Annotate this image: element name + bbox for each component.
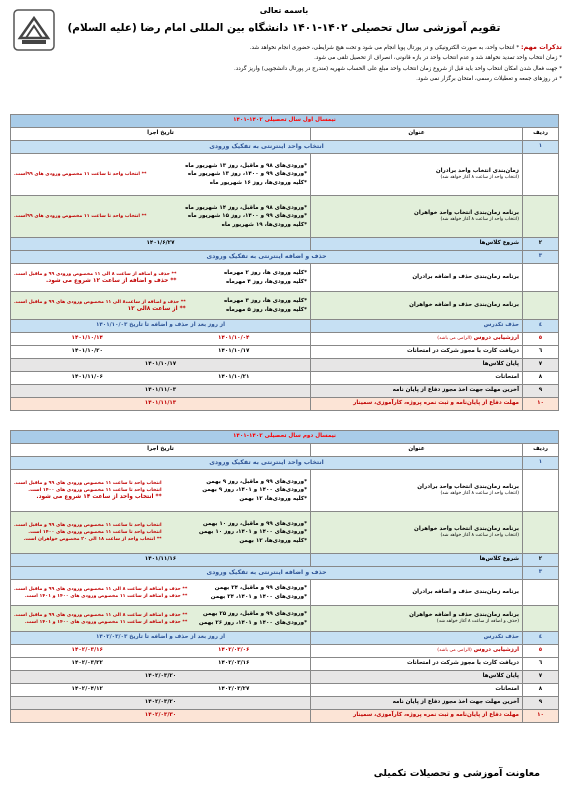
table-cell [523, 512, 559, 554]
table-cell: برنامه زمان‌بندی انتخاب واحد برادران (انتخاب واحد از ساعت ۸ آغاز خواهد شد) [311, 470, 523, 512]
table-row [11, 398, 559, 411]
table-cell: زمان‌بندی انتخاب واحد برادران (انتخاب واحد از ساعت ۸ آغاز خواهد شد) [311, 154, 523, 196]
table-row [11, 196, 559, 238]
section-row [11, 567, 559, 580]
table-cell [523, 292, 559, 320]
table-cell: دریافت کارت با مجوز شرکت در امتحانات [311, 658, 523, 671]
table-row [11, 645, 559, 658]
table-row [11, 658, 559, 671]
table-row [11, 372, 559, 385]
table-cell: برنامه زمان‌بندی انتخاب واحد خواهران (انتخاب واحد از ساعت ۸ آغاز خواهد شد) [311, 196, 523, 238]
table-cell: انتخاب واحد اینترنتی به تفکیک ورودی [11, 141, 523, 154]
table-cell: شروع کلاس‌ها [311, 238, 523, 251]
table-cell: ۱۰ [523, 398, 559, 411]
table-cell: ارزشیابی دروس (الزامی می باشد) [311, 645, 523, 658]
table-cell: حذف تکدرس [311, 320, 523, 333]
table-cell: *کلیه ورودی ها، روز ۲ مهرماه *کلیه ورودی‌ها، روز ۴ مهرماه ** حذف و اضافه از ساعت ۸ الی ۱۱ مخصوص ورودی ۹۹ و ماقبل است. ** حذف و اضافه از ساعت ۱۲ شروع می شود. [11, 264, 311, 292]
table-cell: امتحانات [311, 684, 523, 697]
table-cell: ۱۰ [523, 710, 559, 723]
table-cell: ۱۴۰۲/۰۳/۱۶ ۱۴۰۲/۰۳/۲۲ [11, 658, 311, 671]
table-cell: از روز بعد از حذف و اضافه تا تاریخ ۱۴۰۲/۰۳/۰۳ [11, 632, 311, 645]
table-cell: *ورودی‌های ۹۹ و ماقبل، ۲۴ بهمن *ورودی‌های ۱۴۰۰ و ۱۴۰۱، ۲۴ بهمن ** حذف و اضافه از ساعت ۸ الی ۱۱ مخصوص ورودی های ۹۹ و ماقبل است. ** حذف و اضافه از ساعت ۱۱ مخصوص ورودی های ۱۴۰۰ و ۱۴۰۱ است. [11, 580, 311, 606]
table-cell: ۸ [523, 684, 559, 697]
table-cell: ۱۴۰۱/۱۱/۱۳ [11, 398, 311, 411]
table-cell: ۱۴۰۲/۰۳/۲۷ ۱۴۰۲/۰۴/۱۲ [11, 684, 311, 697]
table-cell: حذف و اضافه اینترنتی به تفکیک ورودی [11, 251, 523, 264]
table-row [11, 632, 559, 645]
table-cell: امتحانات [311, 372, 523, 385]
table-cell: برنامه زمان‌بندی انتخاب واحد خواهران (انتخاب واحد از ساعت ۸ آغاز خواهد شد) [311, 512, 523, 554]
table-cell: عنوان [311, 128, 523, 141]
table-cell: ۱ [523, 141, 559, 154]
table-cell: ۲ [523, 554, 559, 567]
table-cell: ۲ [523, 238, 559, 251]
table-cell [523, 196, 559, 238]
table-cell: تاریخ اجرا [11, 444, 311, 457]
table-cell [523, 606, 559, 632]
table-cell: ۹ [523, 697, 559, 710]
table-cell: ۱۴۰۲/۰۳/۳۰ [11, 710, 311, 723]
table-cell: ۷ [523, 359, 559, 372]
table-cell: ٥ [523, 333, 559, 346]
table-row [11, 238, 559, 251]
semester-title-row [11, 115, 559, 128]
table-cell: پایان کلاس‌ها [311, 671, 523, 684]
important-notes [14, 42, 562, 84]
table-cell [523, 154, 559, 196]
table-cell [523, 264, 559, 292]
table-cell: تاریخ اجرا [11, 128, 311, 141]
table-cell: ٥ [523, 645, 559, 658]
table-cell: ۳ [523, 251, 559, 264]
table-cell: دریافت کارت با مجوز شرکت در امتحانات [311, 346, 523, 359]
table-row [11, 385, 559, 398]
table-cell: انتخاب واحد اینترنتی به تفکیک ورودی [11, 457, 523, 470]
table-row [11, 346, 559, 359]
table-row [11, 684, 559, 697]
table-cell: ۱ [523, 457, 559, 470]
table-cell: برنامه زمان‌بندی حذف و اضافه خواهران (حذف و اضافه از ساعت ۸ آغاز خواهد شد) [311, 606, 523, 632]
table-cell: ۹ [523, 385, 559, 398]
table-row [11, 154, 559, 196]
section-row [11, 251, 559, 264]
notes-label: تذکرات مهم: [520, 43, 562, 51]
table-row [11, 359, 559, 372]
table-cell: برنامه زمان‌بندی حذف و اضافه خواهران [311, 292, 523, 320]
table-cell: ۱۴۰۱/۱۰/۱۷ [11, 359, 311, 372]
table-cell: آخرین مهلت جهت اخذ مجوز دفاع از پایان نامه [311, 385, 523, 398]
table-cell [523, 470, 559, 512]
table-cell: ۱۴۰۱/۱۰/۲۱ ۱۴۰۱/۱۱/۰۶ [11, 372, 311, 385]
table-cell: شروع کلاس‌ها [311, 554, 523, 567]
table-row [11, 512, 559, 554]
semester-1-table [10, 114, 559, 411]
table-cell: ۷ [523, 671, 559, 684]
table-cell: عنوان [311, 444, 523, 457]
table-cell: *ورودی‌های ۹۹ و ماقبل، روز ۱۰ بهمن *ورودی‌های ۱۴۰۰ و ۱۴۰۱، روز ۱۰ بهمن *کلیه ورودی‌ها، ۱۲ بهمن انتخاب واحد تا ساعت ۱۱ مخصوص ورودی های ۹۹ و ماقبل است. انتخاب واحد تا ساعت ۱۱ مخصوص ورودی های ۱۴۰۰ است. ** انتخاب واحد از ساعت ۱۸ الی ۲۰ مخصوص خواهران است. [11, 512, 311, 554]
table-cell: *کلیه ورودی ها، روز ۳ مهرماه *کلیه ورودی‌ها، روز ۵ مهرماه ** حذف و اضافه از ساعت۸ الی ۱۱ مخصوص ورودی های ۹۹ و ماقبل است. ** از ساعت ۸الی ۱۲ [11, 292, 311, 320]
column-header-row [11, 128, 559, 141]
table-cell: *ورودی‌های ۹۹ و ماقبل، روز ۹ بهمن *ورودی‌های ۱۴۰۰ و ۱۴۰۱، روز ۹ بهمن *کلیه ورودی‌ها، ۱۲ بهمن انتخاب واحد تا ساعت ۱۱ مخصوص ورودی های ۹۹ و ماقبل است. انتخاب واحد تا ساعت ۱۱ مخصوص ورودی های ۱۴۰۰ است. ** انتخاب واحد از ساعت ۱۴ شروع می شود. [11, 470, 311, 512]
table-cell: نیمسال دوم سال تحصیلی ۱۴۰۲-۱۴۰۱ [11, 431, 559, 444]
table-cell: ۱۴۰۲/۰۳/۰۶ ۱۴۰۲/۰۳/۱۶ [11, 645, 311, 658]
table-cell: ٤ [523, 320, 559, 333]
table-cell: برنامه زمان‌بندی حذف و اضافه برادران [311, 580, 523, 606]
table-cell: آخرین مهلت جهت اخذ مجوز دفاع از پایان نامه [311, 697, 523, 710]
table-cell: ۱۴۰۱/۶/۲۷ [11, 238, 311, 251]
table-cell: حذف تکدرس [311, 632, 523, 645]
note-line: * زمان انتخاب واحد تمدید نخواهد شد و عدم انتخاب واحد در بازه قانونی، انصراف از تحصیل تلقی می شود. [314, 55, 562, 62]
table-row [11, 264, 559, 292]
table-cell: ۳ [523, 567, 559, 580]
table-cell: *ورودی‌های ۹۸ و ماقبل، روز ۱۳ شهریور ماه *ورودی‌های ۹۹ و ۱۴۰۰، روز ۱۳ شهریور ماه *کلیه ورودی‌ها، روز ۱۶ شهریور ماه ** انتخاب واحد تا ساعت ۱۱ مخصوص ورودی های ۹۹است. [11, 154, 311, 196]
table-cell: ۱۴۰۱/۱۰/۱۷ ۱۴۰۱/۱۰/۲۰ [11, 346, 311, 359]
table-cell: ۱۴۰۱/۱۱/۰۳ [11, 385, 311, 398]
table-cell [523, 580, 559, 606]
table-row [11, 333, 559, 346]
table-row [11, 580, 559, 606]
table-row [11, 710, 559, 723]
table-row [11, 671, 559, 684]
table-cell: ۱۴۰۱/۱۱/۱۶ [11, 554, 311, 567]
table-cell: ۱۴۰۲/۰۳/۲۰ [11, 671, 311, 684]
table-cell: برنامه زمان‌بندی حذف و اضافه برادران [311, 264, 523, 292]
section-row [11, 457, 559, 470]
semester-2-table [10, 430, 559, 723]
table-cell: ۸ [523, 372, 559, 385]
table-cell: حذف و اضافه اینترنتی به تفکیک ورودی [11, 567, 523, 580]
table-cell: *ورودی‌های ۹۸ و ماقبل، روز ۱۴ شهریور ماه *ورودی‌های ۹۹ و ۱۴۰۰، روز ۱۵ شهریور ماه *کلیه ورودی‌ها، ۱۹ شهریور ماه ** انتخاب واحد تا ساعت ۱۱ مخصوص ورودی های ۹۹است. [11, 196, 311, 238]
table-row [11, 606, 559, 632]
table-row [11, 292, 559, 320]
table-cell: مهلت دفاع از پایان‌نامه و ثبت نمره پروژه، کارآموزی، سمینار [311, 710, 523, 723]
table-cell: *ورودی‌های ۹۹ و ماقبل، روز ۲۵ بهمن *ورودی‌های ۱۴۰۰ و ۱۴۰۱، روز ۲۶ بهمن ** حذف و اضافه از ساعت ۸ الی ۱۱ مخصوص ورودی های ۹۹ و ماقبل است. ** حذف و اضافه از ساعت ۱۱ مخصوص ورودی های ۱۴۰۰ و ۱۴۰۱ است. [11, 606, 311, 632]
table-row [11, 320, 559, 333]
signature: معاونت آموزشی و تحصیلات تکمیلی [373, 768, 540, 779]
note-line: * در روزهای جمعه و تعطیلات رسمی، امتحان برگزار نمی شود. [416, 75, 562, 82]
table-row [11, 554, 559, 567]
table-cell: از روز بعد از حذف و اضافه تا تاریخ ۱۴۰۱/۱۰/۰۳ [11, 320, 311, 333]
page-title: تقویم آموزشی سال تحصیلی ۱۴۰۲-۱۴۰۱ دانشگاه بین المللی امام رضا (علیه السلام) [67, 22, 501, 34]
table-cell: ردیف [523, 128, 559, 141]
table-cell: ٦ [523, 658, 559, 671]
table-row [11, 470, 559, 512]
table-cell: ۱۴۰۲/۰۳/۲۰ [11, 697, 311, 710]
table-cell: ارزشیابی دروس (الزامی می باشد) [311, 333, 523, 346]
semester-title-row [11, 431, 559, 444]
table-cell: پایان کلاس‌ها [311, 359, 523, 372]
column-header-row [11, 444, 559, 457]
bism-text: باسمه تعالی [259, 6, 309, 15]
document-header [0, 0, 568, 112]
table-cell: ردیف [523, 444, 559, 457]
table-row [11, 697, 559, 710]
note-line: * جهت فعال شدن امکان انتخاب واحد باید قبل از شروع زمان انتخاب واحد مبلغ علی الحساب شهریه (مندرج در پورتال دانشجویی) واریز گردد. [233, 65, 562, 72]
table-cell: ٤ [523, 632, 559, 645]
section-row [11, 141, 559, 154]
table-cell: نیمسال اول سال تحصیلی ۱۴۰۲-۱۴۰۱ [11, 115, 559, 128]
table-cell: مهلت دفاع از پایان‌نامه و ثبت نمره پروژه، کارآموزی، سمینار [311, 398, 523, 411]
note-line: تذکرات مهم: * انتخاب واحد، به صورت الکترونیکی و در پورتال پویا انجام می شود و تحت هیچ شرایطی، حضوری انجام نخواهد شد. [249, 43, 562, 51]
table-cell: ٦ [523, 346, 559, 359]
table-cell: ۱۴۰۱/۱۰/۰۴ ۱۴۰۱/۱۰/۱۴ [11, 333, 311, 346]
